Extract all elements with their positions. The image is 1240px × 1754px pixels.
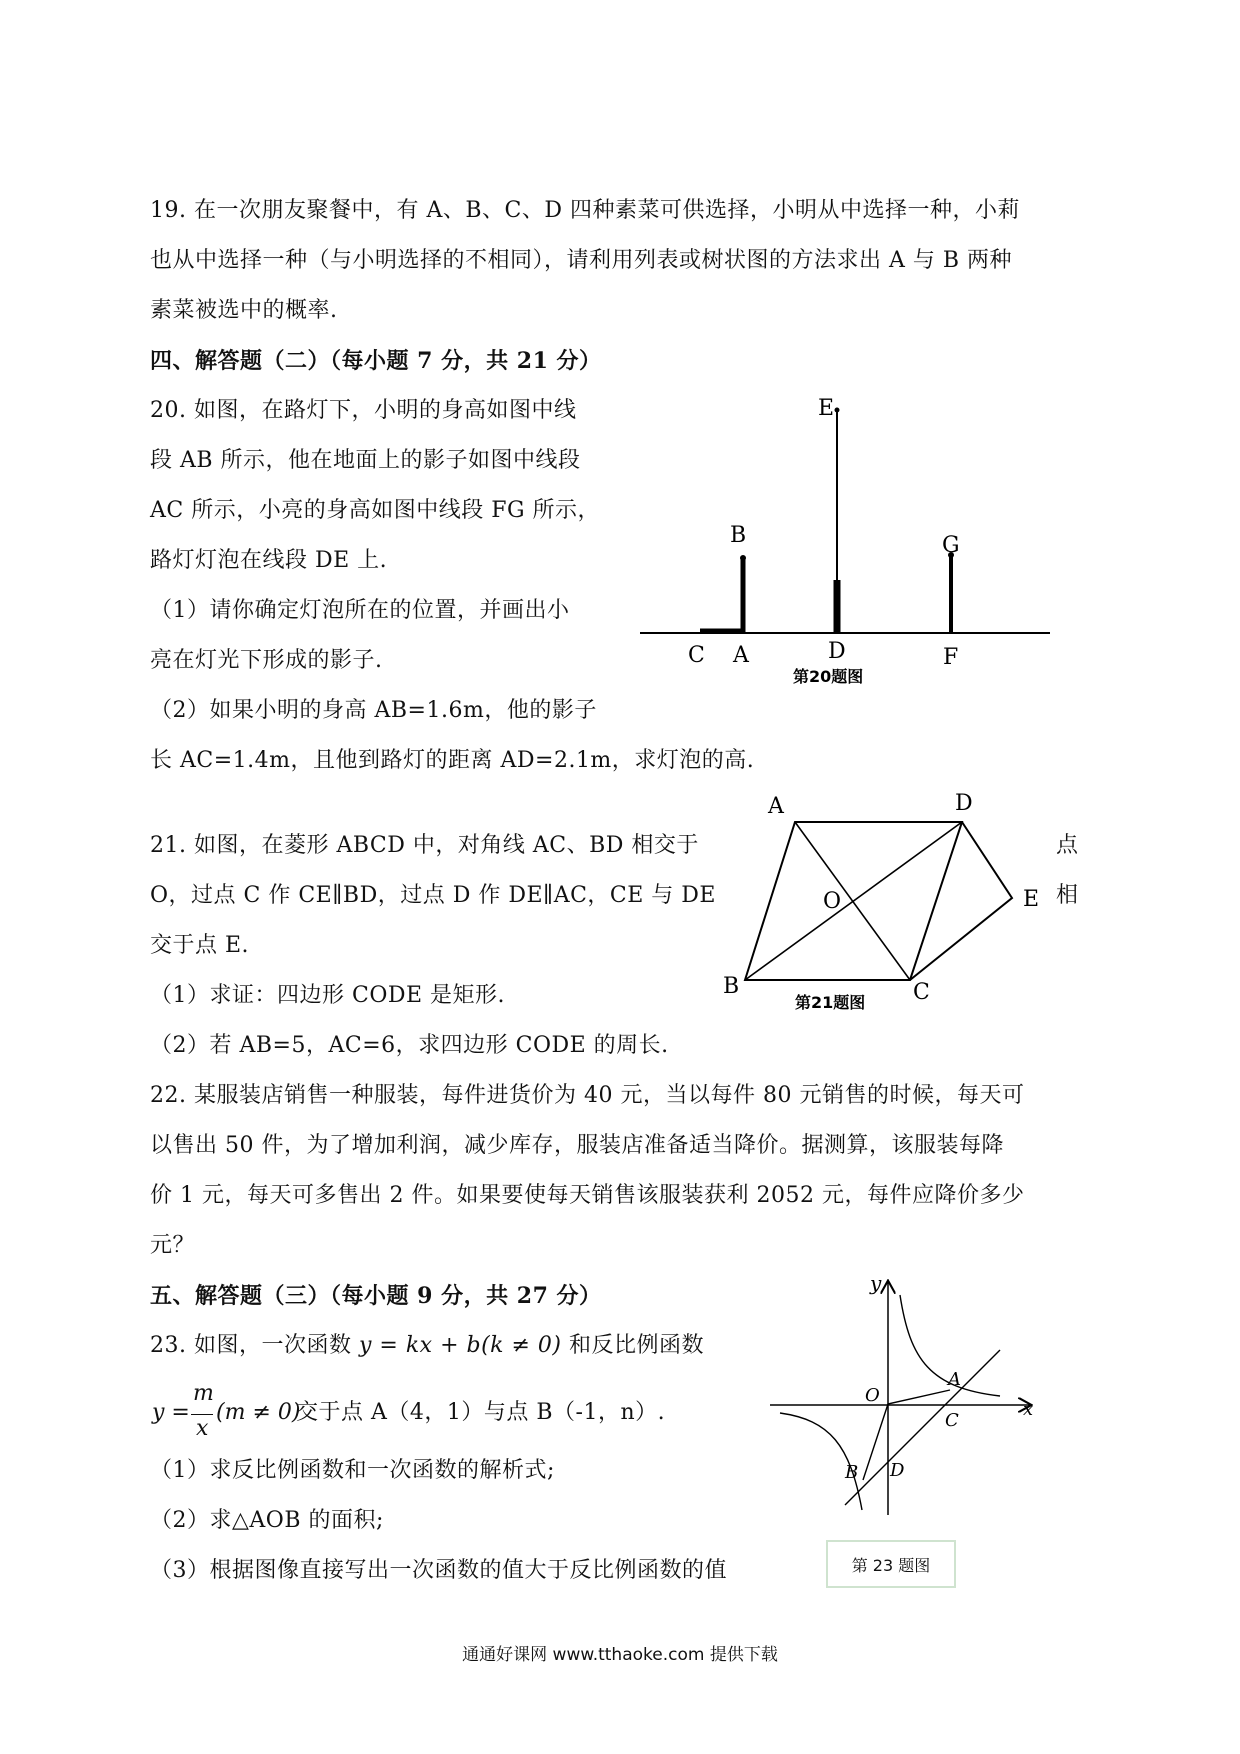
- q23-line-2-post: 交于点 A（4，1）与点 B（-1，n）.: [296, 1400, 666, 1425]
- figure-23-caption: 第 23 题图: [851, 1555, 931, 1575]
- label-d: D: [828, 639, 846, 664]
- figure-23-caption-box: [826, 1540, 956, 1588]
- linear-graph: [845, 1350, 1000, 1505]
- figure-21-caption: 第21题图: [795, 993, 866, 1012]
- q23-line-1-post: 和反比例函数: [569, 1333, 705, 1358]
- q21-line-1: 21. 如图，在菱形 ABCD 中，对角线 AC、BD 相交于: [150, 833, 699, 858]
- q20-line-1: 20. 如图，在路灯下，小明的身高如图中线: [150, 398, 577, 423]
- label-d: D: [955, 791, 973, 816]
- page-footer: 通通好课网 www.tthaoke.com 提供下载: [462, 1645, 778, 1665]
- q19-line-2: 也从中选择一种（与小明选择的不相同），请利用列表或树状图的方法求出 A 与 B 两种: [150, 248, 1013, 273]
- point-b: [740, 555, 746, 561]
- label-a: A: [948, 1369, 961, 1390]
- label-g: G: [942, 533, 960, 558]
- q19-line-1: 19. 在一次朋友聚餐中，有 A、B、C、D 四种素菜可供选择，小明从中选择一种，小莉: [150, 198, 1020, 223]
- label-b: B: [845, 1462, 859, 1483]
- label-y: y: [870, 1271, 882, 1295]
- section-5-heading: 五、解答题（三）（每小题 9 分，共 27 分）: [150, 1283, 602, 1309]
- figure-23: [760, 1270, 1060, 1525]
- q23-part-3: （3）根据图像直接写出一次函数的值大于反比例函数的值: [150, 1558, 727, 1583]
- q21-line-3: 交于点 E.: [150, 933, 250, 958]
- q19-line-3: 素菜被选中的概率.: [150, 298, 338, 323]
- label-f: F: [943, 645, 959, 670]
- q20-line-2: 段 AB 所示，他在地面上的影子如图中线段: [150, 448, 581, 473]
- point-e: [835, 408, 840, 413]
- q22-line-4: 元？: [150, 1233, 196, 1258]
- label-b: B: [730, 523, 747, 548]
- q23-part-2: （2）求△AOB 的面积;: [150, 1508, 384, 1533]
- figure-20: [630, 390, 1060, 700]
- label-o: O: [865, 1385, 880, 1406]
- q22-line-1: 22. 某服装店销售一种服装，每件进货价为 40 元，当以每件 80 元销售的时候，每天可: [150, 1083, 1025, 1108]
- segments-ce-de: [910, 822, 1012, 980]
- figure-21: [715, 785, 1065, 1025]
- label-b: B: [723, 974, 740, 999]
- q23-fraction-numerator: m: [193, 1381, 214, 1406]
- label-c: C: [688, 643, 705, 668]
- section-4-heading: 四、解答题（二）（每小题 7 分，共 21 分）: [150, 348, 602, 374]
- diagonal-bd: [745, 822, 962, 980]
- label-c: C: [945, 1410, 959, 1431]
- label-o: O: [823, 889, 842, 914]
- label-a: A: [733, 643, 749, 668]
- q23-fraction-bar: [191, 1414, 213, 1415]
- q21-part-1: （1）求证：四边形 CODE 是矩形.: [150, 983, 506, 1008]
- label-e: E: [1023, 887, 1040, 912]
- q22-line-2: 以售出 50 件，为了增加利润，减少库存，服装店准备适当降价。据测算，该服装每降: [150, 1133, 1004, 1158]
- q20-part-1b: 亮在灯光下形成的影子.: [150, 648, 383, 673]
- q23-y-equals: y =: [152, 1400, 190, 1425]
- q23-part-1: （1）求反比例函数和一次函数的解析式;: [150, 1458, 555, 1483]
- q23-condition: (m ≠ 0): [216, 1400, 301, 1425]
- label-e: E: [818, 396, 835, 421]
- q20-part-2a: （2）如果小明的身高 AB=1.6m，他的影子: [150, 698, 597, 723]
- q20-line-3: AC 所示，小亮的身高如图中线段 FG 所示，: [150, 498, 601, 523]
- q21-line-2: O，过点 C 作 CE∥BD，过点 D 作 DE∥AC，CE 与 DE: [150, 883, 716, 908]
- q23-linear-formula: y = kx + b(k ≠ 0): [358, 1333, 562, 1358]
- q20-part-2b: 长 AC=1.4m，且他到路灯的距离 AD=2.1m，求灯泡的高.: [150, 748, 755, 773]
- q23-fraction-denominator: x: [196, 1416, 209, 1441]
- figure-20-caption: 第20题图: [793, 667, 864, 686]
- label-d: D: [890, 1460, 905, 1481]
- label-a: A: [768, 794, 784, 819]
- q21-line-1-tail: 点: [1056, 833, 1079, 858]
- q22-line-3: 价 1 元，每天可多售出 2 件。如果要使每天销售该服装获利 2052 元，每件应降价多少: [150, 1183, 1025, 1208]
- q21-line-2-tail: 相: [1056, 883, 1079, 908]
- q23-line-1: [150, 1331, 704, 1361]
- label-x: x: [1023, 1399, 1034, 1420]
- q21-part-2: （2）若 AB=5，AC=6，求四边形 CODE 的周长.: [150, 1033, 669, 1058]
- q20-line-4: 路灯灯泡在线段 DE 上.: [150, 548, 388, 573]
- q23-line-1-pre: 23. 如图，一次函数: [150, 1333, 352, 1358]
- q20-part-1a: （1）请你确定灯泡所在的位置，并画出小: [150, 598, 570, 623]
- label-c: C: [913, 980, 930, 1005]
